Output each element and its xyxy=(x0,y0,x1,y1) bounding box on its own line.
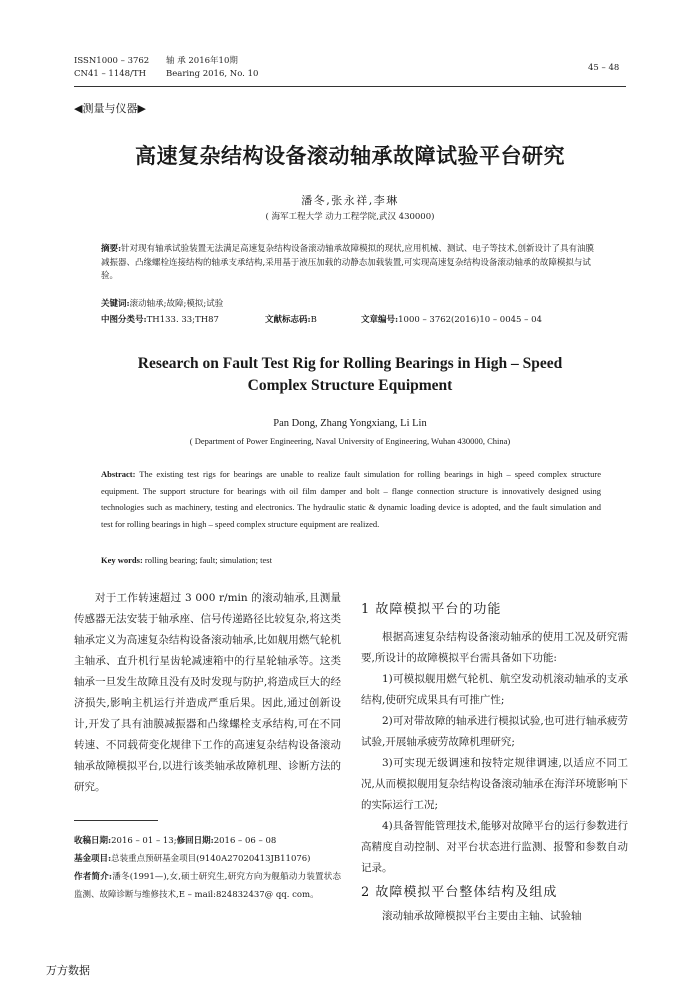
header-journal-en: Bearing 2016, No. 10 xyxy=(166,69,259,79)
abstract-cn xyxy=(101,243,601,284)
revised-label: 修回日期: xyxy=(176,836,214,846)
received-date: 2016 – 01 – 13; xyxy=(111,836,177,846)
fund-text: 总装重点预研基金项目(9140A27020413JB11076) xyxy=(111,854,311,864)
section-heading-2: 2 故障模拟平台整体结构及组成 xyxy=(361,885,558,900)
revised-date: 2016 – 06 – 08 xyxy=(213,836,277,846)
fund-label: 基金项目: xyxy=(74,854,112,864)
footnote-rule xyxy=(74,820,158,821)
header-rule xyxy=(74,86,626,87)
abstract-en-text: The existing test rigs for bearings are unable to realize fault simulation for rolling bearings in high – speed complex structure equipment. The support structure for bearings with oil film damper and bolt – flange connection structure is innovatively designed using technologies such as machinery, testing and electronics. The hydraulic static & dynamic loading device is adopted, and the fault simulation and test for rolling bearings in high – speed complex structure equipment are realized. xyxy=(101,469,601,529)
footnote-fund xyxy=(74,850,341,868)
function-item: 3)可实现无级调速和按特定规律调速,以适应不同工况,从而模拟舰用复杂结构设备滚动轴承在海洋环境影响下的实际运行工况; xyxy=(361,757,628,811)
footnote-author xyxy=(74,868,341,904)
article-number-label: 文章编号: xyxy=(361,315,399,325)
section-heading-1: 1 故障模拟平台的功能 xyxy=(361,602,502,617)
footnote xyxy=(74,832,341,904)
function-item: 4)具备智能管理技术,能够对故障平台的运行参数进行高精度自动控制、对平台状态进行监测、报警和参数自动记录。 xyxy=(361,820,628,874)
affiliation-cn: ( 海军工程大学 动力工程学院,武汉 430000) xyxy=(265,212,435,222)
authors-cn: 潘冬,张永祥,李琳 xyxy=(301,194,399,207)
header-cn-number: CN41 – 1148/TH xyxy=(74,69,146,79)
abstract-en-label: Abstract: xyxy=(101,469,136,479)
article-number xyxy=(361,314,542,328)
function-item: 1)可模拟舰用燃气轮机、航空发动机滚动轴承的支承结构,使研究成果具有可推广性; xyxy=(361,673,628,706)
header-issn: ISSN1000 – 3762 xyxy=(74,56,150,66)
clc-value: TH133. 33;TH87 xyxy=(146,315,219,325)
title-en-line1: Research on Fault Test Rig for Rolling Bearings in High – Speed xyxy=(137,355,563,372)
intro-paragraph: 对于工作转速超过 3 000 r/min 的滚动轴承,且测量传感器无法安装于轴承座、信号传递路径比较复杂,将这类轴承定义为高速复杂结构设备滚动轴承,比如舰用燃气轮机主轴承、直升机行星齿轮减速箱中的行星轮轴承等。这类轴承一旦发生故障且没有及时发现与防护,将造成巨大的经济损失,影响主机运行并造成严重后果。因此,通过创新设计,开发了具有油膜减振器和凸缘螺栓支承结构,可在不同转速、不同载荷变化规律下工作的高速复杂结构设备滚动轴承故障模拟平台,以进行该类轴承故障机理、诊断方法的研究。 xyxy=(74,592,341,793)
affiliation-en: ( Department of Power Engineering, Naval University of Engineering, Wuhan 430000, China) xyxy=(189,436,511,446)
right-column-continued xyxy=(361,906,628,927)
article-number-value: 1000 – 3762(2016)10 – 0045 – 04 xyxy=(398,315,542,325)
authors-en: Pan Dong, Zhang Yongxiang, Li Lin xyxy=(273,418,427,429)
keywords-cn-label: 关键词: xyxy=(101,299,130,309)
header-page-range: 45 – 48 xyxy=(588,63,620,73)
keywords-cn xyxy=(101,298,601,312)
abstract-cn-text: 针对现有轴承试验装置无法满足高速复杂结构设备滚动轴承故障模拟的现状,应用机械、测试、电子等技术,创新设计了具有油膜减振器、凸缘螺栓连接结构的轴承支承结构,采用基于液压加载的动静态加载装置,可实现高速复杂结构设备滚动轴承的故障模拟与试验。 xyxy=(101,244,595,281)
left-column xyxy=(74,588,341,798)
title-cn: 高速复杂结构设备滚动轴承故障试验平台研究 xyxy=(135,143,565,168)
clc-label: 中图分类号: xyxy=(101,315,147,325)
doc-code xyxy=(265,314,317,328)
author-bio-label: 作者简介: xyxy=(74,872,113,882)
clc-number xyxy=(101,314,219,328)
function-item: 2)可对带故障的轴承进行模拟试验,也可进行轴承疲劳试验,开展轴承疲劳故障机理研究; xyxy=(361,715,628,748)
keywords-en-text: rolling bearing; fault; simulation; test xyxy=(144,555,272,565)
right-column xyxy=(361,627,628,879)
structure-paragraph: 滚动轴承故障模拟平台主要由主轴、试验轴 xyxy=(382,910,582,922)
section-label: ◀测量与仪器▶ xyxy=(74,102,146,115)
abstract-en xyxy=(101,466,601,532)
received-label: 收稿日期: xyxy=(74,836,112,846)
title-en-line2: Complex Structure Equipment xyxy=(247,377,453,394)
author-bio-text: 潘冬(1991—),女,硕士研究生,研究方向为舰船动力装置状态监测、故障诊断与维修技术,E – mail:824832437@ qq. com。 xyxy=(74,872,342,900)
doc-code-label: 文献标志码: xyxy=(265,315,311,325)
keywords-en-label: Key words: xyxy=(101,555,143,565)
header-journal-cn: 轴 承 2016年10期 xyxy=(166,56,238,66)
abstract-cn-label: 摘要: xyxy=(101,244,122,254)
footnote-dates xyxy=(74,832,341,850)
doc-code-value: B xyxy=(310,315,317,325)
watermark: 万方数据 xyxy=(46,964,90,977)
keywords-cn-text: 滚动轴承;故障;模拟;试验 xyxy=(129,299,224,309)
function-intro: 根据高速复杂结构设备滚动轴承的使用工况及研究需要,所设计的故障模拟平台需具备如下功能: xyxy=(361,631,628,664)
keywords-en xyxy=(101,552,601,569)
